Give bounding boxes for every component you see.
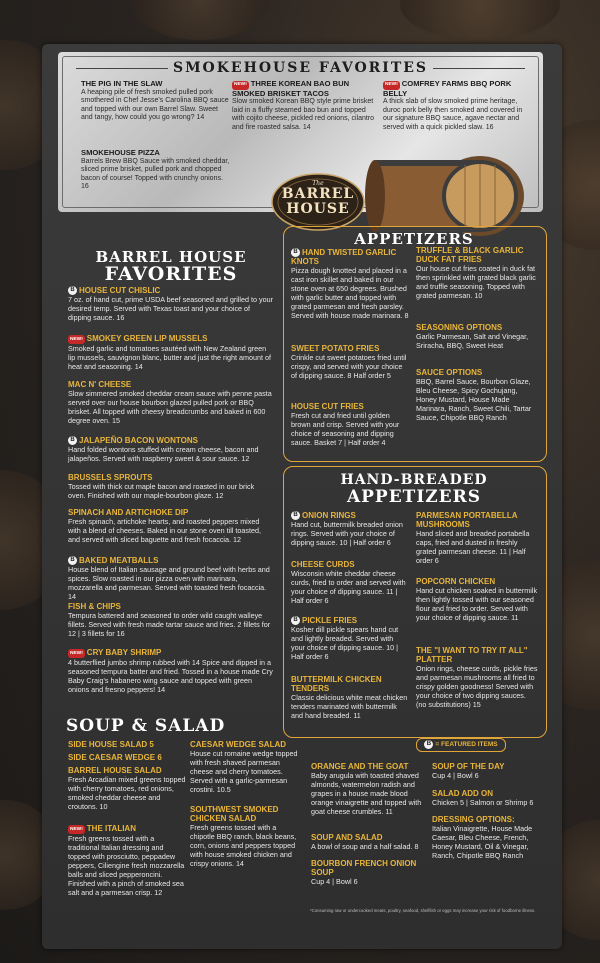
item-name-text: CRY BABY SHRIMP bbox=[86, 648, 162, 657]
item-name-text: COMFREY FARMS BBQ PORK BELLY bbox=[383, 79, 512, 98]
menu-item bbox=[291, 402, 409, 447]
logo-line-2: BARREL bbox=[281, 186, 355, 202]
menu-item bbox=[68, 473, 273, 500]
item-name bbox=[68, 556, 273, 565]
item-name: TRUFFLE & BLACK GARLIC DUCK FAT FRIES bbox=[416, 246, 524, 264]
item-desc: House cut romaine wedge topped with fresh shaved parmesan cheese and cherry tomatoes. Served with a garlic-parmesan crostini. 10.5 bbox=[190, 749, 298, 794]
item-name: SOUP AND SALAD bbox=[311, 833, 383, 842]
item-name: THE "I WANT TO TRY IT ALL" PLATTER bbox=[416, 646, 528, 664]
item-desc: Cup 4 | Bowl 6 bbox=[432, 771, 479, 780]
hand-breaded-title-2: APPETIZERS bbox=[346, 487, 482, 507]
item-name: DRESSING OPTIONS: bbox=[432, 815, 515, 824]
appetizers-title: APPETIZERS bbox=[354, 230, 474, 248]
new-badge: NEW! bbox=[70, 827, 83, 832]
item-name-text: JALAPEÑO BACON WONTONS bbox=[79, 436, 198, 445]
featured-icon: B bbox=[68, 556, 77, 565]
featured-icon: B bbox=[291, 248, 300, 257]
menu-item bbox=[68, 334, 273, 371]
menu-item bbox=[416, 511, 538, 565]
menu-item bbox=[291, 675, 409, 720]
item-desc: Fresh greens tossed with a chipotle BBQ ranch, black beans, corn, onions and peppers topped with house smoked chicken and crispy onions. 14 bbox=[190, 823, 297, 868]
soup-salad-title: SOUP & SALAD bbox=[66, 716, 226, 736]
menu-item bbox=[311, 762, 425, 816]
item-name: SALAD ADD ON bbox=[432, 789, 494, 798]
logo-text bbox=[270, 180, 366, 217]
item-name bbox=[291, 511, 409, 520]
menu-item bbox=[68, 648, 273, 694]
featured-icon: B bbox=[291, 616, 300, 625]
item-name bbox=[68, 436, 273, 445]
menu-item bbox=[232, 80, 380, 133]
item-name-text: HAND TWISTED GARLIC KNOTS bbox=[291, 248, 397, 267]
menu-item bbox=[291, 560, 409, 605]
new-badge: NEW! bbox=[232, 81, 249, 90]
seasoning-desc: Garlic Parmesan, Salt and Vinegar, Sriracha, BBQ, Sweet Heat bbox=[416, 332, 529, 350]
featured-icon: B bbox=[68, 436, 77, 445]
item-desc: Our house cut fries coated in duck fat then sprinkled with grated black garlic and truffle seasoning. Topped with grated parmesan. 10 bbox=[416, 264, 536, 300]
item-name-text: SMOKEY GREEN LIP MUSSELS bbox=[86, 334, 208, 343]
menu-item bbox=[68, 602, 273, 638]
item-name: FISH & CHIPS bbox=[68, 602, 121, 611]
consumer-advisory: *Consuming raw or undercooked meats, poultry, seafood, shellfish or eggs may increase your risk of foodborne illness. bbox=[310, 908, 536, 913]
hand-breaded-title-1: HAND-BREADED bbox=[340, 472, 488, 488]
item-name: SPINACH AND ARTICHOKE DIP bbox=[68, 508, 189, 517]
item-desc: A heaping pile of fresh smoked pulled pork smothered in Chef Jesse's Carolina BBQ sauce and topped with our own Barrel Slaw. Sweet and tangy, how could you go wrong? 14 bbox=[81, 88, 229, 122]
item-desc: Onion rings, cheese curds, pickle fries and parmesan mushrooms all fried to crispy golden goodness! Served with your choice of two dipping sauces. (no substitutions) 15 bbox=[416, 664, 538, 709]
item-desc: Fresh greens tossed with a traditional Italian dressing and topped with prosciutto, peppadew peppers, Ciliengine fresh mozzarella balls and sliced pepperoncini. Finished with a pinch of smoked sea salt and a parmesan crisp. 12 bbox=[68, 834, 185, 897]
menu-item bbox=[432, 815, 550, 860]
item-desc: A bowl of soup and a half salad. 8 bbox=[311, 842, 419, 851]
item-name: BUTTERMILK CHICKEN TENDERS bbox=[291, 675, 382, 693]
item-desc: Barrels Brew BBQ Sauce with smoked cheddar, sliced prime brisket, pulled pork and chopped bacon of course! Topped with crunchy onions. 16 bbox=[81, 157, 230, 191]
item-name bbox=[68, 286, 273, 295]
item-name bbox=[291, 248, 409, 266]
menu-item bbox=[68, 766, 186, 811]
item-desc: Kosher dill pickle spears hand cut and lightly breaded. Served with your choice of dipping sauce. 10 | Half order 6 bbox=[291, 625, 399, 662]
item-desc: Tempura battered and seasoned to order wild caught walleye fillets. Served with fresh made tartar sauce and fries. 2 fillets for 12 | 3 fillets for 16 bbox=[68, 611, 271, 638]
item-desc: Hand sliced and breaded portabella caps, fried and dusted in freshly grated parmesan cheese. 11 | Half order 6 bbox=[416, 529, 530, 565]
menu-item bbox=[81, 149, 231, 192]
menu-item bbox=[432, 762, 550, 780]
sauce-options bbox=[416, 368, 538, 422]
item-desc: Fresh spinach, artichoke hearts, and roasted peppers mixed with a blend of cheeses. Baked in our stone oven till toasted, and served with sliced baguette and fresh focaccia. 12 bbox=[68, 517, 261, 544]
menu-item bbox=[311, 859, 425, 886]
item-name: SIDE CAESAR WEDGE 6 bbox=[68, 753, 162, 762]
item-desc: Hand folded wontons stuffed with cream cheese, bacon and jalapeños. Served with raspberry sweet & sour sauce. 12 bbox=[68, 445, 259, 464]
item-name: BOURBON FRENCH ONION SOUP bbox=[311, 859, 417, 877]
item-name: CHEESE CURDS bbox=[291, 560, 355, 569]
item-desc: Crinkle cut sweet potatoes fried until crispy, and served with your choice of dipping sauce. 8 Half order 5 bbox=[291, 353, 407, 380]
item-name-text: HOUSE CUT CHISLIC bbox=[79, 286, 161, 295]
menu-item bbox=[416, 577, 538, 622]
background-barrel bbox=[400, 0, 560, 40]
item-name-text: ONION RINGS bbox=[302, 511, 356, 520]
menu-item bbox=[190, 805, 302, 868]
item-desc: Classic delicious white meat chicken tenders marinated with buttermilk and hand breaded. 11 bbox=[291, 693, 408, 720]
item-desc: Smoked garlic and tomatoes sautéed with New Zealand green lip mussels, sauvignon blanc, butter and just the right amount of heat and seasoning. 14 bbox=[68, 344, 271, 371]
sauce-desc: BBQ, Barrel Sauce, Bourbon Glaze, Bleu Cheese, Spicy Gochujang, Honey Mustard, House Made Marinara, Ranch, Sweet Chili, Tartar Sauce, Chipotle BBQ Ranch bbox=[416, 377, 532, 422]
menu-item bbox=[68, 508, 273, 544]
barrel-illustration bbox=[365, 150, 525, 236]
menu-item bbox=[416, 646, 538, 709]
item-desc: Slow simmered smoked cheddar cream sauce with penne pasta served over our house bourbon glazed pulled pork or BBQ brisket. All topped with cheesy breadcrumbs and baked in 600 degree oven. 15 bbox=[68, 389, 272, 425]
item-name bbox=[232, 80, 380, 98]
item-name: BRUSSELS SPROUTS bbox=[68, 473, 153, 482]
item-desc: Fresh cut and fried until golden brown and crisp. Served with your choice of seasoning and dipping sauce. Basket 7 | Half order 4 bbox=[291, 411, 400, 447]
featured-legend-text: = FEATURED ITEMS bbox=[435, 741, 498, 748]
featured-icon: B bbox=[291, 511, 300, 520]
item-desc: Chicken 5 | Salmon or Shrimp 6 bbox=[432, 798, 534, 807]
item-desc: Hand cut chicken soaked in buttermilk then lightly tossed with our seasoned flour and fried to order. Served with your choice of dipping sauce. 11 bbox=[416, 586, 538, 622]
item-desc: Wisconsin white cheddar cheese curds, fried to order and served with your choice of dipping sauce. 11 | Half order 6 bbox=[291, 569, 406, 605]
featured-icon: B bbox=[424, 740, 433, 749]
new-badge: NEW! bbox=[383, 81, 400, 90]
item-desc: A thick slab of slow smoked prime heritage, duroc pork belly then smoked and covered in our signature BBQ sauce, agave nectar and served with a quick pickled slaw. 16 bbox=[383, 98, 523, 131]
menu-item bbox=[291, 616, 409, 661]
item-desc: Slow smoked Korean BBQ style prime brisket laid in a fluffy steamed bao bun and topped with cojito cheese, pickled red onions, cilantro and fire roasted salsa. 14 bbox=[232, 98, 375, 131]
item-name-text: THE ITALIAN bbox=[86, 824, 136, 833]
item-name: SWEET POTATO FRIES bbox=[291, 344, 380, 353]
background-barrel bbox=[130, 0, 270, 40]
item-name bbox=[68, 648, 273, 658]
item-name-text: BAKED MEATBALLS bbox=[79, 556, 159, 565]
featured-items-legend bbox=[416, 738, 506, 752]
item-desc: Baby arugula with toasted shaved almonds, watermelon radish and grapes in a house made blood orange vinaigrette and topped with goat cheese crumbles. 11 bbox=[311, 771, 422, 816]
menu-item bbox=[68, 556, 273, 601]
menu-item bbox=[68, 824, 186, 897]
item-name: CAESAR WEDGE SALAD bbox=[190, 740, 287, 749]
item-desc: 7 oz. of hand cut, prime USDA beef seasoned and grilled to your desired temp. Served with Texas toast and your choice of dipping sauce. 16 bbox=[68, 295, 273, 323]
favorites-title-1: BARREL HOUSE bbox=[95, 248, 247, 266]
menu-item bbox=[291, 344, 409, 380]
item-name: SMOKEHOUSE PIZZA bbox=[81, 148, 160, 157]
featured-icon: B bbox=[68, 286, 77, 295]
item-name bbox=[68, 334, 273, 344]
menu-item bbox=[68, 740, 186, 749]
menu-item bbox=[291, 248, 409, 320]
item-name: SIDE HOUSE SALAD 5 bbox=[68, 740, 154, 749]
logo-line-3: HOUSE bbox=[286, 201, 350, 217]
item-desc: Hand cut, buttermilk breaded onion rings. Served with your choice of dipping sauce. 10 | Half order 6 bbox=[291, 520, 403, 548]
item-name bbox=[291, 616, 409, 625]
sauce-title: SAUCE OPTIONS bbox=[416, 368, 483, 377]
item-name: HOUSE CUT FRIES bbox=[291, 402, 364, 411]
item-desc: Italian Vinaigrette, House Made Caesar, Bleu Cheese, French, Honey Mustard, Oil & Vinegar, Ranch, Chipotle BBQ Ranch bbox=[432, 824, 533, 860]
item-name: PARMESAN PORTABELLA MUSHROOMS bbox=[416, 511, 518, 529]
item-desc: Pizza dough knotted and placed in a cast iron skillet and baked in our stone oven at 650 degrees. Brushed with garlic butter and topped with grated parmesan and fresh parsley. Served with house made marinara. 8 bbox=[291, 266, 409, 321]
item-desc: Tossed with thick cut maple bacon and roasted in our brick oven. Finished with our maple-bourbon glaze. 12 bbox=[68, 482, 255, 500]
menu-item bbox=[68, 753, 186, 762]
smokehouse-title: SMOKEHOUSE FAVORITES bbox=[172, 60, 429, 76]
item-desc: Fresh Arcadian mixed greens topped with cherry tomatoes, red onions, smoked cheddar cheese and croutons. 10 bbox=[68, 775, 186, 811]
menu-item bbox=[416, 246, 538, 300]
item-name: BARREL HOUSE SALAD bbox=[68, 766, 162, 775]
menu-item bbox=[68, 436, 273, 463]
logo-line-1: The bbox=[312, 180, 324, 187]
item-name: SOUP OF THE DAY bbox=[432, 762, 505, 771]
item-name: ORANGE AND THE GOAT bbox=[311, 762, 409, 771]
menu-item bbox=[432, 789, 550, 807]
menu-item bbox=[190, 740, 302, 794]
item-desc: Cup 4 | Bowl 6 bbox=[311, 877, 358, 886]
item-name bbox=[383, 80, 531, 98]
seasoning-title: SEASONING OPTIONS bbox=[416, 323, 503, 332]
menu-item bbox=[68, 380, 273, 425]
new-badge: NEW! bbox=[70, 337, 83, 342]
menu-item bbox=[383, 80, 531, 133]
item-name: MAC N' CHEESE bbox=[68, 380, 132, 389]
item-desc: 4 butterflied jumbo shrimp rubbed with 14 Spice and dipped in a seasoned tempura batter and fried. Tossed in a house made Cry Baby Craig's habanero wing sauce and topped with green onions and fresno peppers! 14 bbox=[68, 658, 273, 694]
item-name-text: PICKLE FRIES bbox=[302, 616, 358, 625]
item-name: POPCORN CHICKEN bbox=[416, 577, 496, 586]
item-desc: House blend of Italian sausage and ground beef with herbs and spices. Slow roasted in our pizza oven with marinara, mozzarella and parmesan. Served with toasted fresh focaccia. 14 bbox=[68, 565, 270, 602]
menu-item bbox=[311, 833, 425, 851]
menu-item bbox=[291, 511, 409, 547]
favorites-title-2: FAVORITES bbox=[104, 263, 238, 285]
new-badge: NEW! bbox=[70, 651, 83, 656]
item-name-text: THREE KOREAN BAO BUN SMOKED BRISKET TACOS bbox=[232, 79, 350, 98]
menu-item bbox=[81, 80, 231, 123]
seasoning-options bbox=[416, 323, 538, 350]
menu-item bbox=[68, 286, 273, 322]
item-name: THE PIG IN THE SLAW bbox=[81, 79, 163, 88]
item-name bbox=[68, 824, 186, 834]
item-name: SOUTHWEST SMOKED CHICKEN SALAD bbox=[190, 805, 279, 823]
